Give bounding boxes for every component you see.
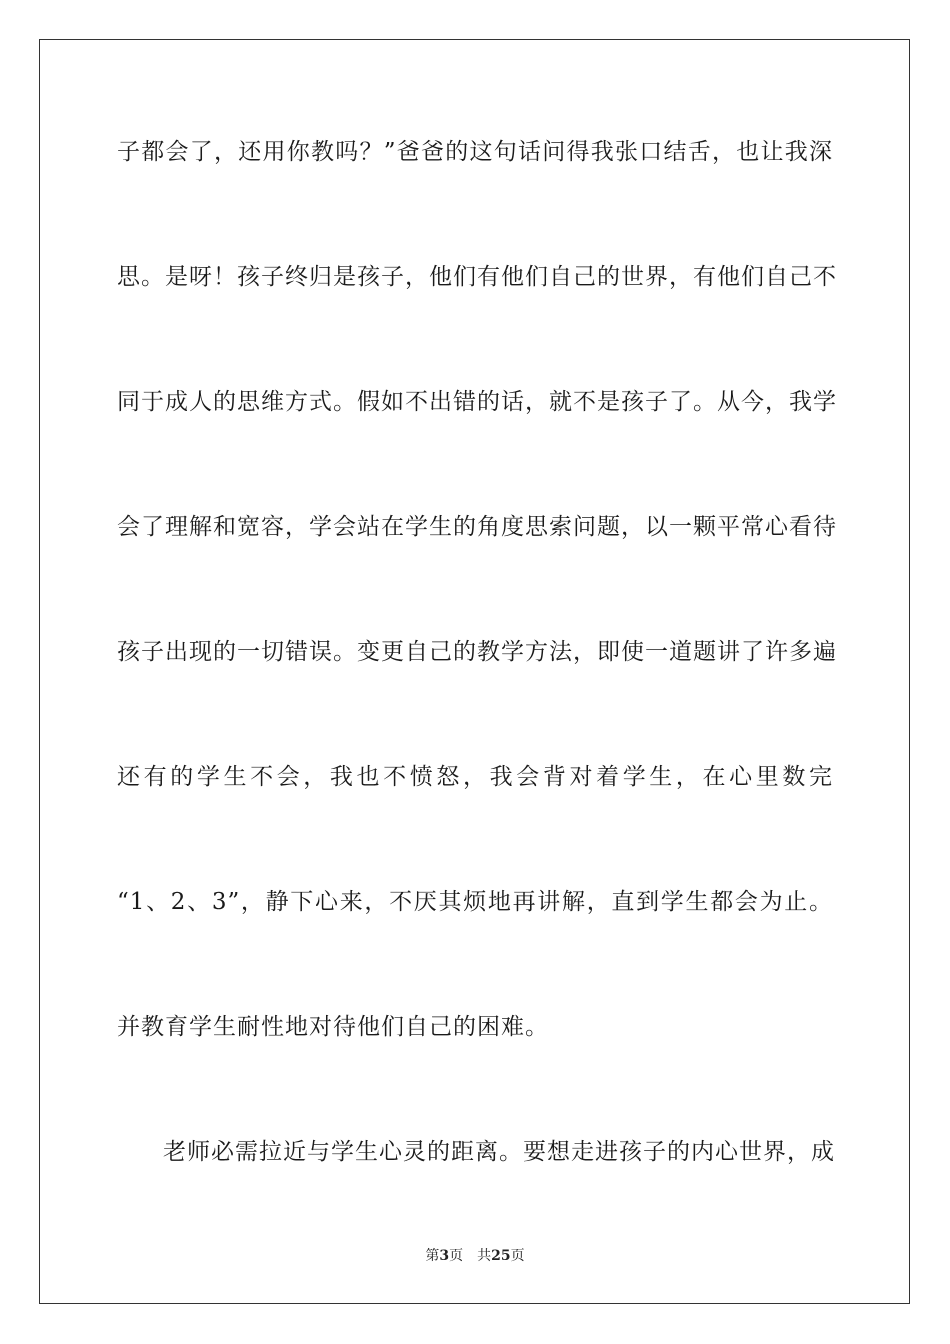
total-pages: 25	[491, 1248, 511, 1264]
text-line-8: 并教育学生耐性地对待他们自己的困难。	[117, 1014, 549, 1040]
text-line-4: 会了理解和宽容，学会站在学生的角度思索问题，以一颗平常心看待	[117, 514, 837, 540]
text-line-9: 老师必需拉近与学生心灵的距离。要想走进孩子的内心世界，成	[163, 1139, 835, 1165]
text-line-3: 同于成人的思维方式。假如不出错的话，就不是孩子了。从今，我学	[117, 389, 837, 415]
text-line-7: “1、2、3”，静下心来，不厌其烦地再讲解，直到学生都会为止。	[117, 889, 833, 915]
text-line-2: 思。是呀！孩子终归是孩子，他们有他们自己的世界，有他们自己不	[117, 264, 837, 290]
page-prefix: 第	[425, 1248, 440, 1264]
text-line-6: 还有的学生不会，我也不愤怒，我会背对着学生，在心里数完	[117, 764, 833, 790]
total-suffix: 页	[510, 1248, 525, 1264]
text-line-5: 孩子出现的一切错误。变更自己的教学方法，即使一道题讲了许多遍	[117, 639, 837, 665]
page-number: 3	[439, 1248, 450, 1264]
page-suffix: 页	[449, 1248, 464, 1264]
page-border	[39, 39, 910, 1304]
page-footer	[0, 1247, 950, 1265]
text-line-1: 子都会了，还用你教吗？”爸爸的这句话问得我张口结舌，也让我深	[117, 139, 833, 165]
total-prefix: 共	[477, 1248, 492, 1264]
